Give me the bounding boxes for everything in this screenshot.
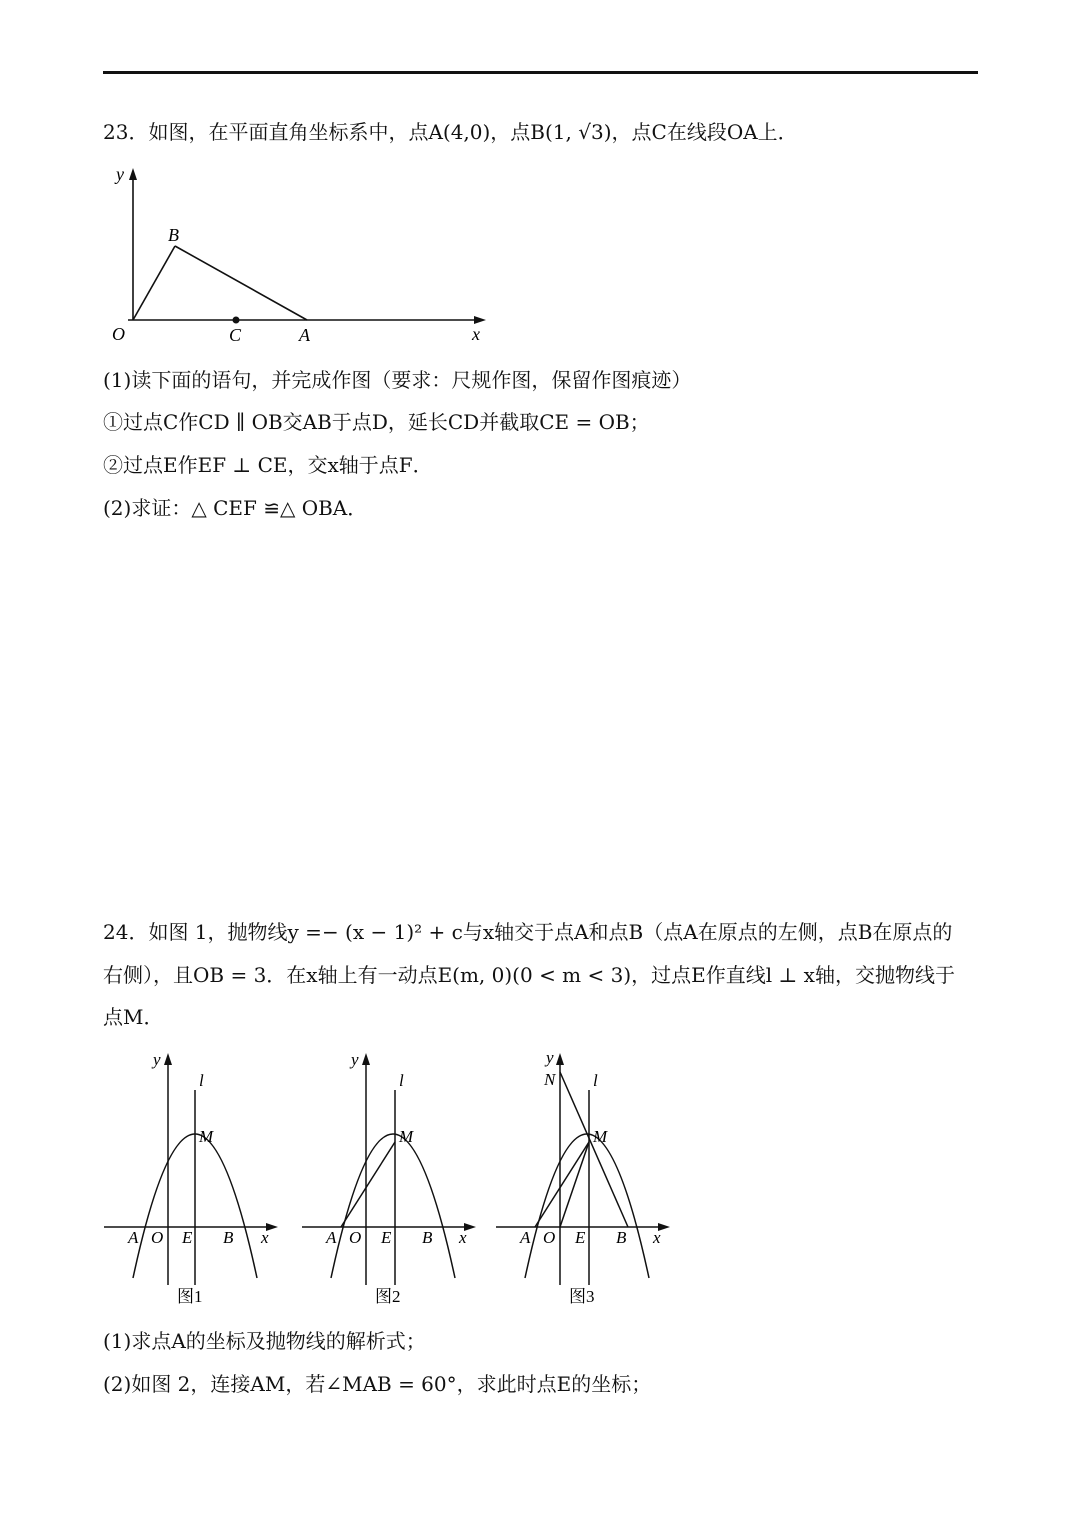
segment-am <box>535 1142 589 1227</box>
segment-ob <box>133 246 175 320</box>
label-y: y <box>351 1050 359 1069</box>
q24-part1: (1)求点A的坐标及抛物线的解析式； <box>103 1329 426 1353</box>
label-b: B <box>223 1228 234 1247</box>
y-axis-arrow <box>164 1053 172 1065</box>
segment-om <box>560 1142 589 1227</box>
label-n: N <box>544 1070 556 1089</box>
q24-part2: (2)如图 2，连接AM，若∠MAB = 60°，求此时点E的坐标； <box>103 1372 652 1396</box>
label-e: E <box>182 1228 193 1247</box>
label-m: M <box>593 1127 608 1146</box>
point-c <box>233 317 240 324</box>
label-b: B <box>616 1228 627 1247</box>
q24-figure-1 <box>100 1050 280 1310</box>
segment-nb <box>560 1072 628 1227</box>
label-x: x <box>472 324 480 344</box>
parabola <box>525 1134 649 1278</box>
label-a: A <box>128 1228 139 1247</box>
y-axis-arrow <box>129 168 137 180</box>
segment-ba <box>175 246 307 320</box>
y-axis-arrow <box>556 1053 564 1065</box>
label-x: x <box>261 1228 269 1247</box>
label-a: A <box>520 1228 531 1247</box>
label-a: A <box>326 1228 337 1247</box>
label-l: l <box>199 1071 204 1090</box>
q23-step1: ①过点C作CD ∥ OB交AB于点D，延长CD并截取CE = OB； <box>103 410 650 434</box>
label-o: O <box>151 1228 164 1247</box>
label-x: x <box>653 1228 661 1247</box>
label-m: M <box>199 1127 214 1146</box>
q23-figure <box>100 160 495 350</box>
q23-part1: (1)读下面的语句，并完成作图（要求：尺规作图，保留作图痕迹） <box>103 368 692 392</box>
label-a: A <box>299 325 310 345</box>
label-c: C <box>229 325 242 345</box>
x-axis-arrow <box>474 316 486 324</box>
figure-caption: 图3 <box>569 1287 595 1306</box>
q24-figure-2 <box>298 1050 478 1310</box>
q24-figure-3 <box>492 1050 672 1310</box>
parabola <box>331 1134 455 1278</box>
q24-stem-line2: 右侧），且OB = 3．在x轴上有一动点E(m, 0)(0 < m < 3)，过点E作直线l ⊥ x轴，交抛物线于 <box>103 963 955 987</box>
label-e: E <box>381 1228 392 1247</box>
label-y: y <box>116 164 124 184</box>
q23-stem: 23．如图，在平面直角坐标系中，点A(4,0)，点B(1, √3)，点C在线段OA上． <box>103 120 798 144</box>
q24-stem-line3: 点M． <box>103 1005 164 1029</box>
top-rule <box>103 71 978 74</box>
label-l: l <box>593 1071 598 1090</box>
label-b: B <box>168 225 179 245</box>
label-l: l <box>399 1071 404 1090</box>
q23-step2: ②过点E作EF ⊥ CE，交x轴于点F． <box>103 453 433 477</box>
figure-caption: 图2 <box>375 1287 401 1306</box>
segment-am <box>341 1142 395 1227</box>
label-y: y <box>546 1050 554 1067</box>
label-y: y <box>153 1050 161 1069</box>
q23-part2: (2)求证：△ CEF ≌△ OBA． <box>103 496 368 520</box>
label-m: M <box>399 1127 414 1146</box>
figure-caption: 图1 <box>177 1287 203 1306</box>
y-axis-arrow <box>362 1053 370 1065</box>
label-b: B <box>422 1228 433 1247</box>
label-e: E <box>575 1228 586 1247</box>
label-o: O <box>349 1228 362 1247</box>
label-x: x <box>459 1228 467 1247</box>
label-o: O <box>543 1228 556 1247</box>
label-o: O <box>112 324 125 344</box>
q24-stem-line1: 24．如图 1，抛物线y =− (x − 1)² + c与x轴交于点A和点B（点A在原点的左侧，点B在原点的 <box>103 920 953 944</box>
